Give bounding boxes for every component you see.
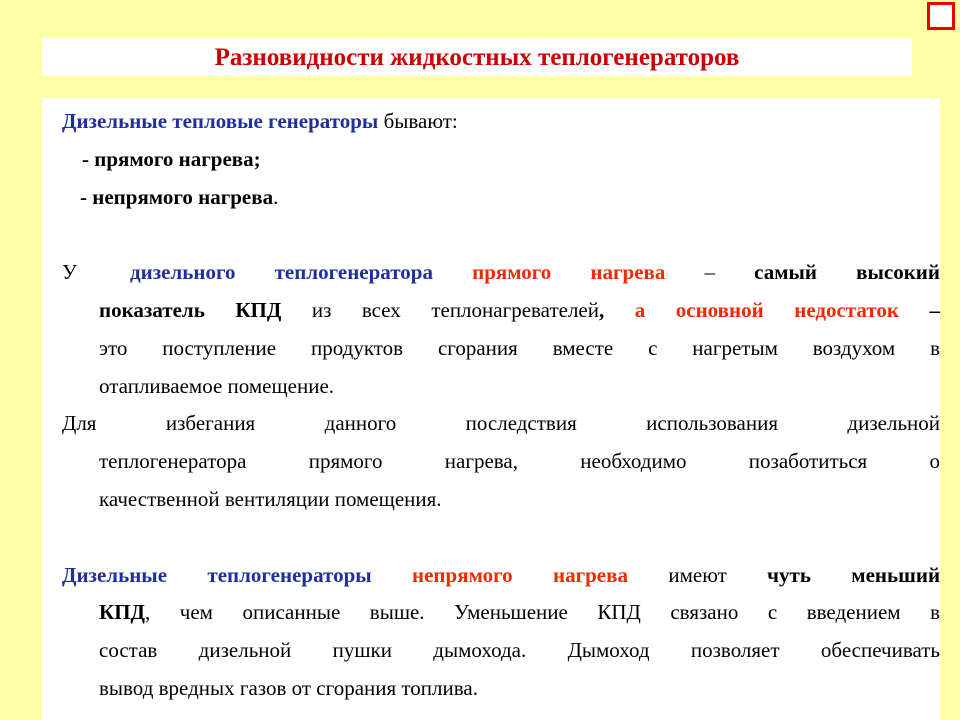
para1-l3: это поступление продуктов сгорания вместе с нагретым воздухом в [99,335,940,360]
para3-l3: состав дизельной пушки дымохода. Дымоход позволяет обеспечивать [99,638,940,663]
para1-kpd: показатель КПД [99,297,282,322]
para1-dash1: – [704,260,716,285]
para1-line3 [42,330,940,368]
para3-kpd: КПД [99,600,146,625]
para3-line4 [42,670,940,708]
intro-item2-bold: - непрямого нагрева [80,184,274,209]
para3-line3 [42,632,940,670]
para3-line1 [42,557,940,595]
para1-u: У [62,260,77,285]
para1-line2 [42,292,940,330]
para1-comma: , [598,297,605,322]
intro-item1: - прямого нагрева; [82,146,261,171]
para1-subject: дизельного теплогенератора [130,260,433,285]
para3-line2 [42,594,940,632]
spacer [42,519,940,557]
para3-mid: имеют [668,562,727,587]
para2-l3: качественной вентиляции помещения. [99,486,442,511]
para2-line3 [42,481,940,519]
para1-red: а основной недостаток [634,297,899,322]
para1-type: прямого нагрева [472,260,666,285]
intro-line [42,103,940,141]
slide-body [42,98,940,720]
para3-l2: , чем описанные выше. Уменьшение КПД связано с введением в [145,600,940,625]
para1-mid: из всех теплонагревателей [311,297,599,322]
para2-l2: теплогенератора прямого нагрева, необходимо позаботиться о [99,449,940,474]
intro-rest: бывают: [378,109,458,133]
para1-line4 [42,368,940,406]
para1-l4: отапливаемое помещение. [99,373,335,398]
para2-line2 [42,443,940,481]
title-bar [42,38,912,76]
intro-item-direct [42,141,940,179]
intro-subject: Дизельные тепловые генераторы [62,109,379,133]
para3-subject: Дизельные теплогенераторы [62,562,372,587]
para2-l1: Для избегания данного последствия использования дизельной [62,411,940,436]
para3-l4: вывод вредных газов от сгорания топлива. [99,675,478,700]
corner-square [927,2,955,30]
para3-type: непрямого нагрева [412,562,628,587]
intro-item-indirect [42,179,940,217]
para2-line1 [42,405,940,443]
para1-dash2: – [929,297,940,322]
para1-line1 [42,254,940,292]
spacer [42,216,940,254]
slide-title: Разновидности жидкостных теплогенераторов [214,44,740,71]
para3-bold: чуть меньший [767,562,941,587]
intro-item2-tail: . [273,184,279,209]
para1-bold1: самый высокий [754,260,940,285]
